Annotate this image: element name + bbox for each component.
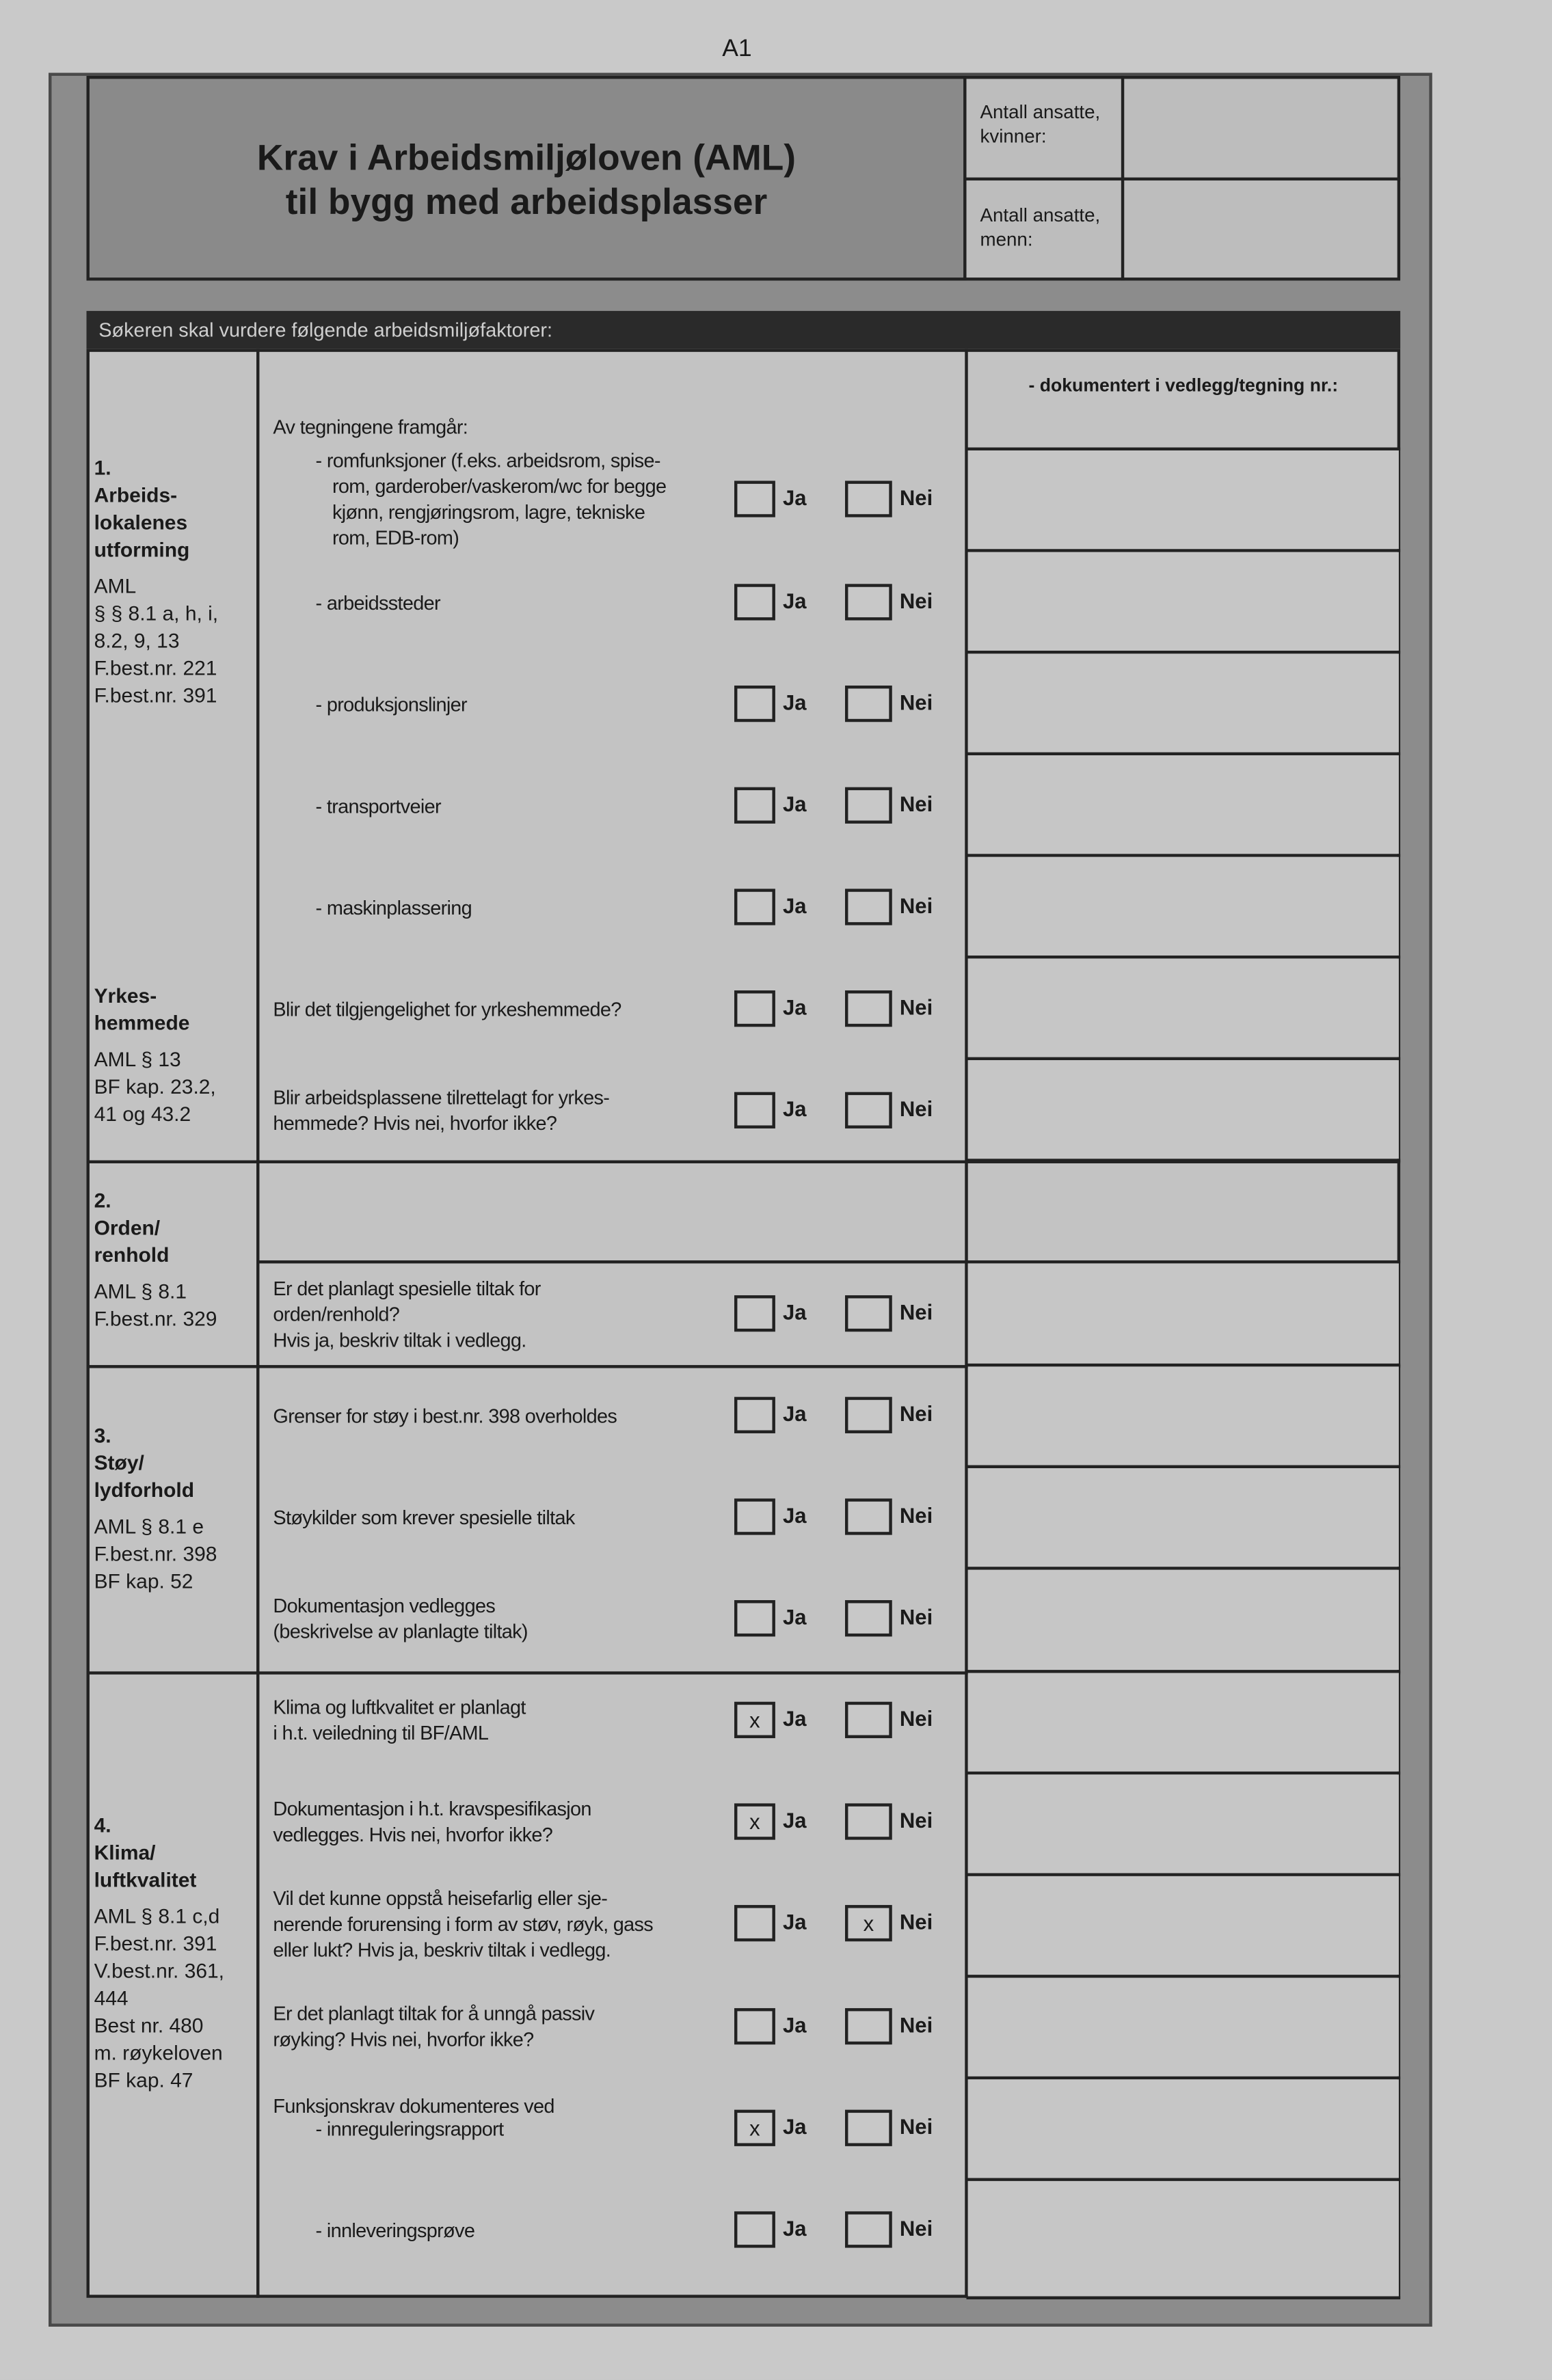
section-title: Orden/ [94,1216,161,1239]
no-checkbox[interactable]: x [845,1905,892,1941]
question-text [316,792,441,818]
section-reference: BF kap. 47 [94,2068,193,2092]
heading-drawings: Av tegningene framgår: [273,416,468,439]
no-label: Nei [899,1096,933,1121]
yes-checkbox[interactable]: x [734,1803,775,1839]
section-title: Yrkes- [94,984,157,1008]
yes-checkbox[interactable] [734,889,775,925]
divider [967,2297,1401,2299]
question-line: - maskinplassering [315,895,472,919]
section-reference: Best nr. 480 [94,2014,204,2038]
yes-checkbox[interactable]: x [734,2110,775,2146]
doc-reference-field[interactable] [968,755,1399,854]
question-line: rom, garderober/vaskerom/wc for begge [332,474,667,498]
no-checkbox[interactable] [845,2211,892,2247]
doc-reference-field[interactable] [968,857,1399,956]
question-line: Blir det tilgjengelighet for yrkeshemmede? [273,997,621,1020]
yes-checkbox[interactable] [734,1397,775,1433]
section-title: lokalenes [94,511,188,535]
no-checkbox[interactable] [845,1397,892,1433]
yes-checkbox[interactable] [734,686,775,722]
no-checkbox[interactable] [845,481,892,517]
question-text [273,1275,540,1352]
section-reference: 41 og 43.2 [94,1103,191,1126]
section-reference: BF kap. 52 [94,1569,193,1593]
yes-checkbox[interactable] [734,2211,775,2247]
doc-reference-field[interactable] [968,1978,1399,2077]
section-reference: 444 [94,1986,129,2010]
yes-label: Ja [783,2215,807,2241]
section-title: Klima/ [94,1841,156,1865]
title-line-2: til bygg med arbeidsplasser [285,182,768,224]
section-reference: F.best.nr. 329 [94,1307,217,1331]
doc-column-header: - dokumentert i vedlegg/tegning nr.: [1028,375,1339,396]
section-reference: AML § 8.1 e [94,1515,204,1539]
question-text [273,2001,594,2052]
no-label: Nei [899,1299,933,1325]
yes-label: Ja [783,1706,807,1731]
section-label [94,1422,254,1595]
section-label [94,1813,254,2095]
no-checkbox[interactable] [845,1092,892,1128]
column-divider [256,349,259,2297]
yes-checkbox[interactable] [734,787,775,824]
question-line: - transportveier [315,794,441,817]
no-label: Nei [899,1604,933,1630]
no-label: Nei [899,485,933,510]
section-reference: F.best.nr. 391 [94,1932,217,1956]
no-checkbox[interactable] [845,686,892,722]
section-reference: § § 8.1 a, h, i, [94,601,219,625]
no-label: Nei [899,1909,933,1934]
women-count-field[interactable] [1127,79,1397,176]
no-label: Nei [899,690,933,715]
yes-label: Ja [783,588,807,613]
section-label [94,455,254,710]
doc-reference-field[interactable] [968,1876,1399,1975]
yes-label: Ja [783,995,807,1020]
men-count-label: Antall ansatte, menn: [980,204,1101,251]
question-text [316,691,467,717]
section-title: utforming [94,538,190,562]
question-line: nerende forurensing i form av støv, røyk, gass [273,1912,654,1935]
question-text [273,1796,591,1847]
form-title [86,76,966,281]
question-line: Klima og luftkvalitet er planlagt [273,1695,526,1719]
no-checkbox[interactable] [845,1702,892,1738]
question-line: Er det planlagt tiltak for å unngå passiv [273,2002,595,2025]
yes-label: Ja [783,2012,807,2038]
no-label: Nei [899,2012,933,2038]
question-text [316,2217,475,2243]
no-checkbox[interactable] [845,584,892,620]
yes-label: Ja [783,1604,807,1630]
women-count-label: Antall ansatte, kvinner: [980,101,1101,148]
yes-checkbox[interactable] [734,990,775,1027]
section-label [94,983,254,1128]
question-text [273,1085,609,1136]
yes-checkbox[interactable] [734,1092,775,1128]
doc-reference-field[interactable] [968,958,1399,1057]
section-title: Arbeids- [94,483,178,507]
yes-checkbox[interactable] [734,1498,775,1534]
question-line: Vil det kunne oppstå heisefarlig eller sje- [273,1886,608,1909]
no-checkbox[interactable] [845,2008,892,2044]
question-text [273,1593,527,1644]
section-title: lydforhold [94,1478,195,1502]
doc-reference-field[interactable] [968,1570,1399,1670]
doc-reference-field[interactable] [968,1673,1399,1772]
section-reference: AML § 8.1 c,d [94,1905,220,1928]
question-text [273,1504,574,1530]
no-checkbox[interactable] [845,889,892,925]
doc-reference-field[interactable] [968,2079,1399,2178]
question-line: rom, EDB-rom) [332,526,459,550]
section-reference: F.best.nr. 398 [94,1542,217,1566]
no-checkbox[interactable] [845,787,892,824]
section-reference: V.best.nr. 361, [94,1959,225,1983]
question-line: kjønn, rengjøringsrom, lagre, tekniske [332,500,645,524]
question-line: - arbeidssteder [315,591,440,614]
question-line: - innreguleringsrapport [315,2116,504,2139]
yes-checkbox[interactable] [734,481,775,517]
doc-reference-field[interactable] [968,552,1399,651]
question-text [316,2115,504,2141]
yes-label: Ja [783,1503,807,1528]
question-line: i h.t. veiledning til BF/AML [273,1721,489,1744]
section-reference: BF kap. 23.2, [94,1075,216,1098]
doc-reference-field[interactable] [968,2181,1399,2297]
instruction-bar: Søkeren skal vurdere følgende arbeidsmiljøfaktorer: [86,311,1400,349]
yes-checkbox[interactable]: x [734,1702,775,1738]
section-title: hemmede [94,1012,190,1035]
no-label: Nei [899,1706,933,1731]
section-title: Støy/ [94,1451,144,1474]
yes-label: Ja [783,1299,807,1325]
question-line: hemmede? Hvis nei, hvorfor ikke? [273,1111,557,1135]
question-text [273,1694,525,1746]
question-line: Grenser for støy i best.nr. 398 overholdes [273,1403,617,1426]
section-label [94,1187,254,1333]
section-reference: F.best.nr. 221 [94,656,217,680]
yes-label: Ja [783,2114,807,2139]
no-label: Nei [899,2114,933,2139]
no-checkbox[interactable] [845,1803,892,1839]
yes-checkbox[interactable] [734,1905,775,1941]
question-line: røyking? Hvis nei, hvorfor ikke? [273,2027,534,2051]
no-checkbox[interactable] [845,1295,892,1331]
section-title: luftkvalitet [94,1868,197,1892]
question-line: - romfunksjoner (f.eks. arbeidsrom, spise- [315,448,660,472]
question-line: eller lukt? Hvis ja, beskriv tiltak i vedlegg. [273,1937,611,1961]
divider [967,1159,1401,1161]
question-line: Blir arbeidsplassene tilrettelagt for yrkes- [273,1085,610,1109]
question-text [316,448,667,551]
no-checkbox[interactable] [845,2110,892,2146]
section-reference: AML § 13 [94,1048,181,1071]
no-label: Nei [899,995,933,1020]
question-text [316,589,440,615]
page-label: A1 [722,36,752,62]
yes-label: Ja [783,690,807,715]
question-line: vedlegges. Hvis nei, hvorfor ikke? [273,1823,553,1846]
section-reference: 8.2, 9, 13 [94,629,180,653]
question-line: - innleveringsprøve [315,2218,475,2241]
no-label: Nei [899,1401,933,1426]
doc-reference-field[interactable] [968,653,1399,752]
section-number: 3. [94,1424,111,1447]
doc-reference-field[interactable] [968,1060,1399,1159]
no-checkbox[interactable] [845,1498,892,1534]
question-line: (beskrivelse av planlagte tiltak) [273,1619,528,1643]
yes-checkbox[interactable] [734,2008,775,2044]
no-label: Nei [899,2215,933,2241]
title-line-1: Krav i Arbeidsmiljøloven (AML) [256,137,797,179]
section-reference: AML § 8.1 [94,1280,187,1303]
divider [967,178,1401,180]
no-checkbox[interactable] [845,1600,892,1636]
question-line: orden/renhold? [273,1302,400,1325]
question-line: Er det planlagt spesielle tiltak for [273,1276,541,1299]
doc-reference-field[interactable] [968,1263,1399,1363]
no-label: Nei [899,1808,933,1833]
question-text [273,996,621,1022]
no-label: Nei [899,1503,933,1528]
no-label: Nei [899,893,933,918]
question-line: Dokumentasjon vedlegges [273,1594,496,1617]
section-number: 4. [94,1813,111,1837]
section-number: 2. [94,1189,111,1212]
yes-label: Ja [783,1096,807,1121]
yes-label: Ja [783,792,807,816]
doc-reference-field[interactable] [968,450,1399,549]
yes-checkbox[interactable] [734,584,775,620]
yes-label: Ja [783,485,807,510]
section-reference: m. røykeloven [94,2041,223,2065]
doc-reference-field[interactable] [968,1774,1399,1873]
men-count-field[interactable] [1127,182,1397,278]
question-line: Støykilder som krever spesielle tiltak [273,1505,575,1528]
section-reference: F.best.nr. 391 [94,684,217,707]
yes-checkbox[interactable] [734,1295,775,1331]
no-label: Nei [899,792,933,816]
question-line: Hvis ja, beskriv tiltak i vedlegg. [273,1327,526,1351]
question-text [273,1884,653,1962]
question-line: - produksjonslinjer [315,692,468,716]
section-number: 1. [94,456,111,480]
question-line: Dokumentasjon i h.t. kravspesifikasjon [273,1797,591,1820]
yes-label: Ja [783,1401,807,1426]
doc-reference-field[interactable] [968,1366,1399,1465]
heading-function-requirements: Funksjonskrav dokumenteres ved [273,2094,554,2118]
no-checkbox[interactable] [845,990,892,1027]
question-text [316,894,472,920]
doc-reference-field[interactable] [968,1468,1399,1567]
question-text [273,1402,617,1428]
section-title: renhold [94,1243,170,1267]
no-label: Nei [899,588,933,613]
yes-label: Ja [783,1909,807,1934]
yes-label: Ja [783,1808,807,1833]
section-reference: AML [94,575,137,598]
yes-label: Ja [783,893,807,918]
yes-checkbox[interactable] [734,1600,775,1636]
